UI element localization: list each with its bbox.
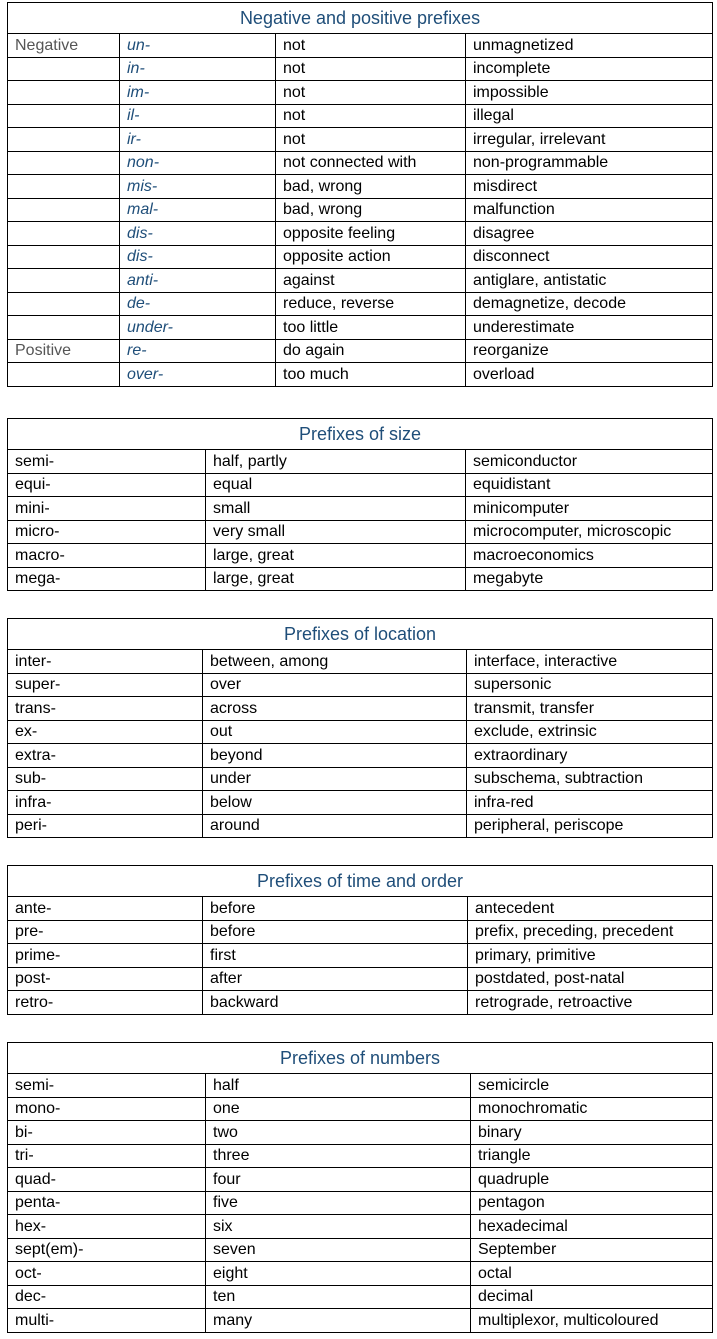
example-cell: supersonic	[467, 673, 713, 697]
example-cell: underestimate	[466, 316, 713, 340]
table-row	[8, 767, 713, 791]
prefix-cell: mini-	[8, 497, 206, 521]
example-cell: postdated, post-natal	[468, 967, 713, 991]
prefix-cell: bi-	[8, 1121, 206, 1145]
meaning-cell: under	[203, 767, 467, 791]
prefix-cell: semi-	[8, 450, 206, 474]
example-cell: peripheral, periscope	[467, 814, 713, 838]
table-row	[8, 697, 713, 721]
table-row	[8, 920, 713, 944]
meaning-cell: backward	[203, 991, 468, 1015]
table-row	[8, 567, 713, 591]
prefix-cell: mega-	[8, 567, 206, 591]
example-cell: demagnetize, decode	[466, 292, 713, 316]
prefix-cell: de-	[120, 292, 276, 316]
meaning-cell: too much	[276, 363, 466, 387]
meaning-cell: after	[203, 967, 468, 991]
group-label: Negative	[8, 34, 120, 58]
prefix-cell: ante-	[8, 897, 203, 921]
example-cell: interface, interactive	[467, 650, 713, 674]
meaning-cell: reduce, reverse	[276, 292, 466, 316]
table-title: Prefixes of numbers	[8, 1043, 713, 1074]
example-cell: triangle	[471, 1144, 713, 1168]
meaning-cell: bad, wrong	[276, 175, 466, 199]
prefix-cell: extra-	[8, 744, 203, 768]
table-row	[8, 1168, 713, 1192]
prefix-cell: super-	[8, 673, 203, 697]
prefix-cell: micro-	[8, 520, 206, 544]
table-row	[8, 245, 713, 269]
table-body	[8, 650, 713, 838]
group-label-spacer	[8, 292, 120, 316]
table-row	[8, 292, 713, 316]
table-title: Prefixes of location	[8, 619, 713, 650]
prefix-cell: dis-	[120, 222, 276, 246]
table-row	[8, 744, 713, 768]
table-row	[8, 473, 713, 497]
meaning-cell: before	[203, 920, 468, 944]
prefix-cell: penta-	[8, 1191, 206, 1215]
example-cell: minicomputer	[466, 497, 713, 521]
meaning-cell: against	[276, 269, 466, 293]
table-row	[8, 814, 713, 838]
example-cell: multiplexor, multicoloured	[471, 1309, 713, 1333]
table-row	[8, 497, 713, 521]
meaning-cell: half	[206, 1074, 471, 1098]
group-label-spacer	[8, 316, 120, 340]
table-body	[8, 1074, 713, 1333]
example-cell: semicircle	[471, 1074, 713, 1098]
prefix-cell: semi-	[8, 1074, 206, 1098]
example-cell: transmit, transfer	[467, 697, 713, 721]
prefix-cell: post-	[8, 967, 203, 991]
prefix-cell: anti-	[120, 269, 276, 293]
meaning-cell: many	[206, 1309, 471, 1333]
example-cell: retrograde, retroactive	[468, 991, 713, 1015]
group-label-spacer	[8, 245, 120, 269]
meaning-cell: not	[276, 34, 466, 58]
table-row	[8, 1191, 713, 1215]
table-row	[8, 1262, 713, 1286]
example-cell: disagree	[466, 222, 713, 246]
prefix-cell: multi-	[8, 1309, 206, 1333]
prefix-cell: hex-	[8, 1215, 206, 1239]
prefix-cell: trans-	[8, 697, 203, 721]
table-row	[8, 897, 713, 921]
table-row	[8, 1074, 713, 1098]
meaning-cell: very small	[206, 520, 466, 544]
example-cell: impossible	[466, 81, 713, 105]
group-label-spacer	[8, 175, 120, 199]
table-row	[8, 104, 713, 128]
meaning-cell: not connected with	[276, 151, 466, 175]
prefix-cell: sept(em)-	[8, 1238, 206, 1262]
example-cell: unmagnetized	[466, 34, 713, 58]
table-row	[8, 128, 713, 152]
group-label-spacer	[8, 81, 120, 105]
meaning-cell: one	[206, 1097, 471, 1121]
prefix-cell: re-	[120, 339, 276, 363]
table-row	[8, 967, 713, 991]
table-row	[8, 363, 713, 387]
table-row	[8, 151, 713, 175]
group-label-spacer	[8, 222, 120, 246]
prefix-cell: retro-	[8, 991, 203, 1015]
table-body	[8, 34, 713, 387]
table-row	[8, 175, 713, 199]
example-cell: extraordinary	[467, 744, 713, 768]
meaning-cell: opposite action	[276, 245, 466, 269]
example-cell: megabyte	[466, 567, 713, 591]
meaning-cell: four	[206, 1168, 471, 1192]
group-label-spacer	[8, 363, 120, 387]
meaning-cell: two	[206, 1121, 471, 1145]
meaning-cell: between, among	[203, 650, 467, 674]
example-cell: misdirect	[466, 175, 713, 199]
group-label: Positive	[8, 339, 120, 363]
meaning-cell: six	[206, 1215, 471, 1239]
example-cell: pentagon	[471, 1191, 713, 1215]
group-label-spacer	[8, 269, 120, 293]
prefix-cell: mono-	[8, 1097, 206, 1121]
meaning-cell: before	[203, 897, 468, 921]
prefix-cell: mis-	[120, 175, 276, 199]
table-row	[8, 544, 713, 568]
example-cell: September	[471, 1238, 713, 1262]
example-cell: primary, primitive	[468, 944, 713, 968]
prefix-cell: peri-	[8, 814, 203, 838]
prefix-cell: dec-	[8, 1285, 206, 1309]
example-cell: incomplete	[466, 57, 713, 81]
prefix-cell: over-	[120, 363, 276, 387]
meaning-cell: not	[276, 104, 466, 128]
group-label-spacer	[8, 198, 120, 222]
meaning-cell: across	[203, 697, 467, 721]
prefix-cell: im-	[120, 81, 276, 105]
table-row	[8, 944, 713, 968]
negative-positive-prefixes-table	[7, 2, 713, 387]
table-body	[8, 897, 713, 1015]
table-row	[8, 450, 713, 474]
example-cell: macroeconomics	[466, 544, 713, 568]
table-title: Prefixes of time and order	[8, 866, 713, 897]
meaning-cell: ten	[206, 1285, 471, 1309]
prefix-cell: pre-	[8, 920, 203, 944]
meaning-cell: not	[276, 81, 466, 105]
example-cell: decimal	[471, 1285, 713, 1309]
prefix-cell: tri-	[8, 1144, 206, 1168]
prefix-cell: infra-	[8, 791, 203, 815]
table-row	[8, 991, 713, 1015]
group-label-spacer	[8, 57, 120, 81]
meaning-cell: half, partly	[206, 450, 466, 474]
example-cell: antiglare, antistatic	[466, 269, 713, 293]
table-row	[8, 1215, 713, 1239]
group-label-spacer	[8, 128, 120, 152]
example-cell: disconnect	[466, 245, 713, 269]
meaning-cell: five	[206, 1191, 471, 1215]
example-cell: overload	[466, 363, 713, 387]
meaning-cell: equal	[206, 473, 466, 497]
meaning-cell: large, great	[206, 567, 466, 591]
table-row	[8, 1309, 713, 1333]
table-row	[8, 1285, 713, 1309]
example-cell: quadruple	[471, 1168, 713, 1192]
example-cell: monochromatic	[471, 1097, 713, 1121]
meaning-cell: large, great	[206, 544, 466, 568]
meaning-cell: eight	[206, 1262, 471, 1286]
prefix-cell: il-	[120, 104, 276, 128]
prefix-cell: macro-	[8, 544, 206, 568]
example-cell: malfunction	[466, 198, 713, 222]
group-label-spacer	[8, 104, 120, 128]
prefix-cell: non-	[120, 151, 276, 175]
prefix-cell: prime-	[8, 944, 203, 968]
prefix-cell: ir-	[120, 128, 276, 152]
prefix-cell: in-	[120, 57, 276, 81]
meaning-cell: seven	[206, 1238, 471, 1262]
meaning-cell: too little	[276, 316, 466, 340]
meaning-cell: opposite feeling	[276, 222, 466, 246]
meaning-cell: below	[203, 791, 467, 815]
meaning-cell: over	[203, 673, 467, 697]
table-row	[8, 57, 713, 81]
meaning-cell: not	[276, 57, 466, 81]
number-prefixes-table	[7, 1042, 713, 1333]
example-cell: equidistant	[466, 473, 713, 497]
example-cell: antecedent	[468, 897, 713, 921]
example-cell: prefix, preceding, precedent	[468, 920, 713, 944]
meaning-cell: out	[203, 720, 467, 744]
prefix-cell: sub-	[8, 767, 203, 791]
meaning-cell: beyond	[203, 744, 467, 768]
table-row	[8, 81, 713, 105]
example-cell: infra-red	[467, 791, 713, 815]
table-title: Negative and positive prefixes	[8, 3, 713, 34]
location-prefixes-table	[7, 618, 713, 838]
prefix-cell: un-	[120, 34, 276, 58]
example-cell: subschema, subtraction	[467, 767, 713, 791]
prefix-cell: mal-	[120, 198, 276, 222]
prefix-cell: inter-	[8, 650, 203, 674]
example-cell: semiconductor	[466, 450, 713, 474]
table-row	[8, 791, 713, 815]
meaning-cell: three	[206, 1144, 471, 1168]
example-cell: non-programmable	[466, 151, 713, 175]
meaning-cell: small	[206, 497, 466, 521]
prefix-cell: quad-	[8, 1168, 206, 1192]
example-cell: exclude, extrinsic	[467, 720, 713, 744]
prefix-cell: ex-	[8, 720, 203, 744]
table-row	[8, 1097, 713, 1121]
table-row	[8, 1121, 713, 1145]
prefix-cell: dis-	[120, 245, 276, 269]
table-row	[8, 316, 713, 340]
example-cell: hexadecimal	[471, 1215, 713, 1239]
table-row	[8, 673, 713, 697]
table-row	[8, 520, 713, 544]
example-cell: octal	[471, 1262, 713, 1286]
table-row	[8, 1144, 713, 1168]
table-row	[8, 34, 713, 58]
group-label-spacer	[8, 151, 120, 175]
meaning-cell: bad, wrong	[276, 198, 466, 222]
example-cell: irregular, irrelevant	[466, 128, 713, 152]
meaning-cell: do again	[276, 339, 466, 363]
time-order-prefixes-table	[7, 865, 713, 1015]
table-row	[8, 339, 713, 363]
table-row	[8, 1238, 713, 1262]
example-cell: microcomputer, microscopic	[466, 520, 713, 544]
example-cell: reorganize	[466, 339, 713, 363]
size-prefixes-table	[7, 418, 713, 591]
example-cell: binary	[471, 1121, 713, 1145]
table-body	[8, 450, 713, 591]
meaning-cell: around	[203, 814, 467, 838]
table-row	[8, 198, 713, 222]
example-cell: illegal	[466, 104, 713, 128]
table-row	[8, 222, 713, 246]
prefix-cell: under-	[120, 316, 276, 340]
meaning-cell: first	[203, 944, 468, 968]
prefix-cell: oct-	[8, 1262, 206, 1286]
prefix-cell: equi-	[8, 473, 206, 497]
table-title: Prefixes of size	[8, 419, 713, 450]
table-row	[8, 720, 713, 744]
table-row	[8, 650, 713, 674]
table-row	[8, 269, 713, 293]
meaning-cell: not	[276, 128, 466, 152]
